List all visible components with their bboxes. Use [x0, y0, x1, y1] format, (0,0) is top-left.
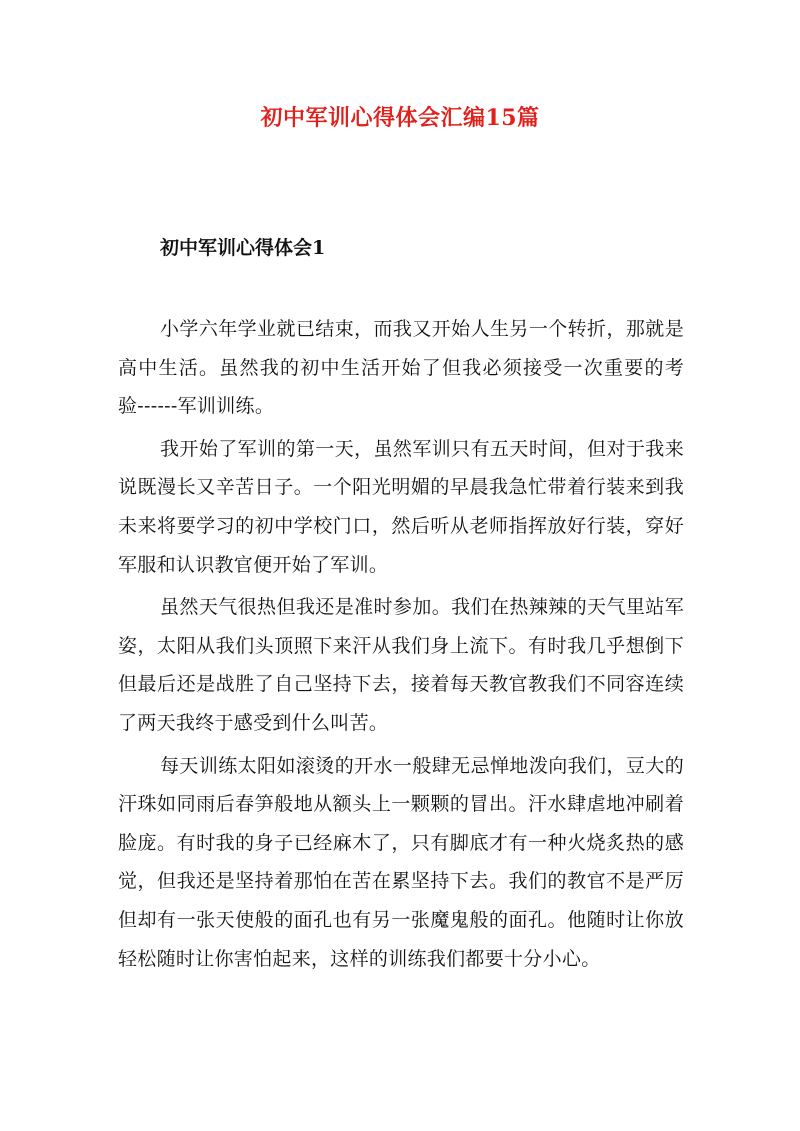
paragraph: 我开始了军训的第一天，虽然军训只有五天时间，但对于我来说既漫长又辛苦日子。一个阳光明媚的早晨我急忙带着行装来到我未来将要学习的初中学校门口，然后听从老师指挥放好行装，穿好军服和认识教官便开始了军训。	[118, 437, 684, 576]
paragraph: 每天训练太阳如滚烫的开水一般肆无忌惮地泼向我们，豆大的汗珠如同雨后春笋般地从额头上一颗颗的冒出。汗水肆虐地冲刷着脸庞。有时我的身子已经麻木了，只有脚底才有一种火烧炙热的感觉，但我还是坚持着那怕在苦在累坚持下去。我们的教官不是严厉但却有一张天使般的面孔也有另一张魔鬼般的面孔。他随时让你放轻松随时让你害怕起来，这样的训练我们都要十分小心。	[118, 754, 684, 970]
document-body	[118, 310, 684, 982]
section-heading: 初中军训心得体会1	[160, 237, 326, 259]
paragraph: 虽然天气很热但我还是准时参加。我们在热辣辣的天气里站军姿，太阳从我们头顶照下来汗从我们身上流下。有时我几乎想倒下但最后还是战胜了自己坚持下去，接着每天教官教我们不同容连续了两天我终于感受到什么叫苦。	[118, 596, 684, 734]
document-title: 初中军训心得体会汇编15篇	[260, 105, 540, 131]
paragraph: 小学六年学业就已结束，而我又开始人生另一个转折，那就是高中生活。虽然我的初中生活开始了但我必须接受一次重要的考验------军训训练。	[118, 318, 684, 418]
